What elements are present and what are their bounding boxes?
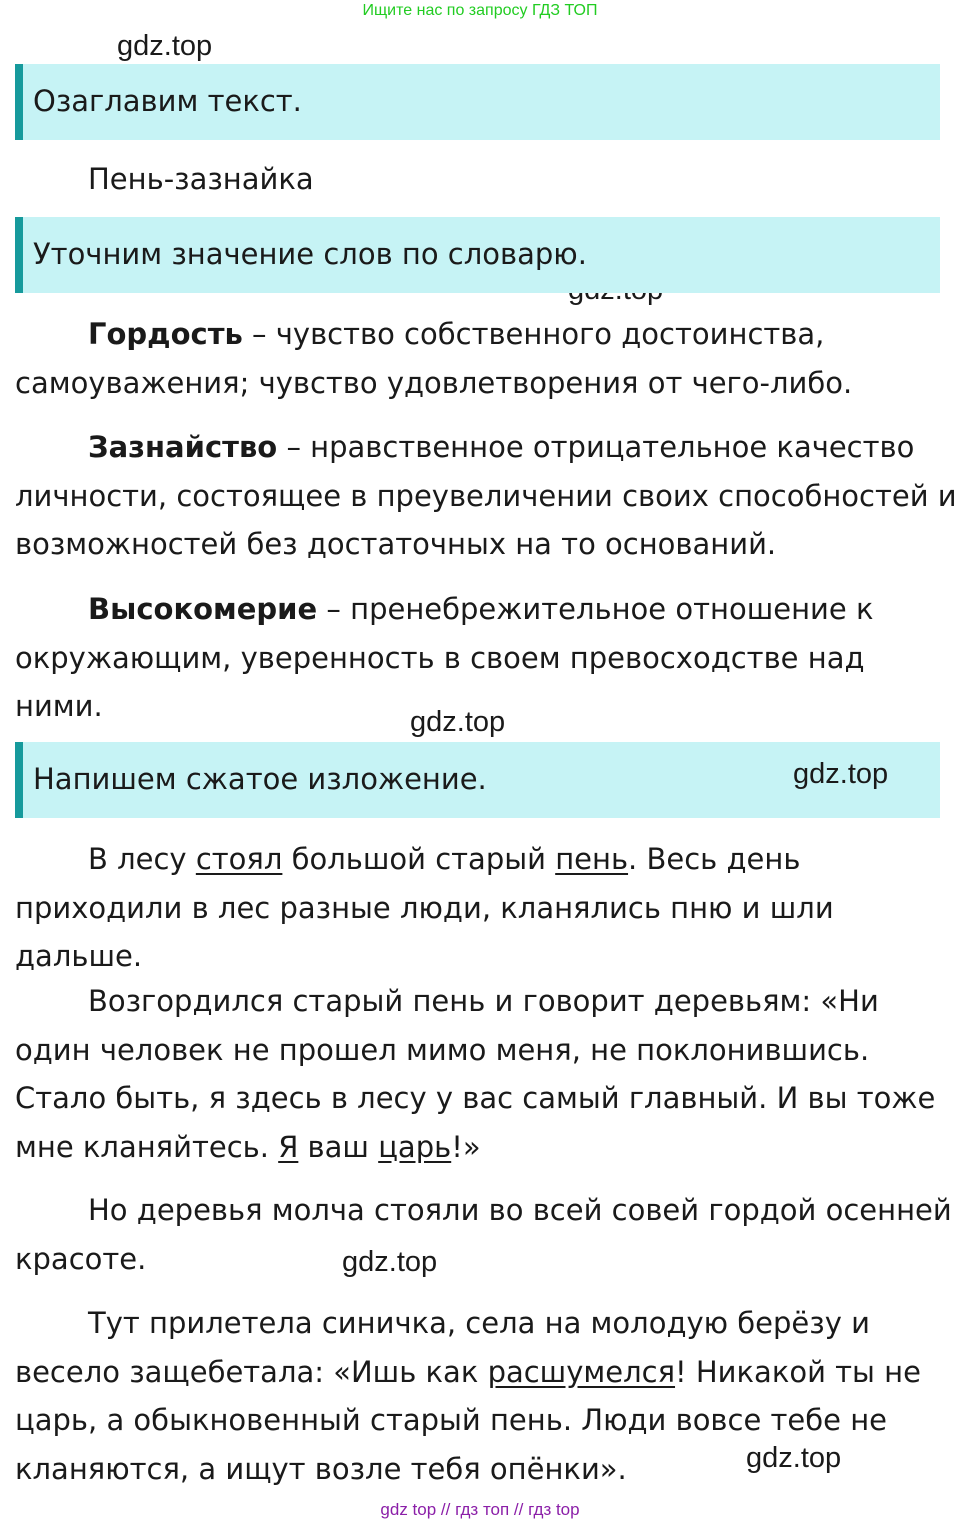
story-paragraph: Тут прилетела синичка, села на молодую берёзу и весело защебетала: «Ишь как расшумелся! Никакой ты не царь, а обыкновенный старый пень. Люди вовсе тебе не кланяются, а ищут возле тебя опёнки». bbox=[15, 1306, 921, 1486]
watermark: gdz.top bbox=[410, 706, 506, 738]
section-band-dictionary bbox=[15, 217, 940, 293]
story-paragraph: Но деревья молча стояли во всей совей гордой осенней красоте. bbox=[15, 1193, 952, 1276]
definition-text: окружающим, уверенность в своем превосходстве над bbox=[15, 640, 865, 675]
dictionary-term: Высокомерие bbox=[88, 592, 318, 626]
section-heading: Напишем сжатое изложение. bbox=[33, 762, 487, 796]
underlined-word: стоял bbox=[195, 842, 283, 876]
definition-text: – нравственное отрицательное качество bbox=[277, 430, 915, 464]
section-band-title bbox=[15, 64, 940, 140]
underlined-word: Я bbox=[278, 1129, 299, 1164]
definition-text: возможностей без достаточных на то оснований. bbox=[15, 527, 777, 561]
search-hint-link[interactable]: Ищите нас по запросу ГДЗ ТОП bbox=[362, 2, 598, 19]
story-paragraph: В лесу стоял большой старый пень. Весь день приходили в лес разные люди, кланялись пню и шли дальше. bbox=[15, 842, 834, 973]
underlined-word: пень bbox=[555, 842, 629, 876]
definition-text: личности, состоящее в преувеличении своих способностей и bbox=[15, 478, 957, 513]
watermark: gdz.top bbox=[342, 1246, 438, 1278]
watermark: gdz.top bbox=[746, 1442, 842, 1474]
underlined-word: царь bbox=[378, 1129, 452, 1164]
definition-text: ними. bbox=[15, 689, 103, 723]
dictionary-entry bbox=[15, 423, 960, 569]
underlined-word: расшумелся bbox=[487, 1354, 676, 1389]
dictionary-entry bbox=[15, 585, 960, 731]
dictionary-term: Зазнайство bbox=[88, 430, 278, 464]
dictionary-term: Гордость bbox=[88, 317, 243, 351]
watermark: gdz.top bbox=[117, 30, 213, 62]
dictionary-entry bbox=[15, 310, 960, 407]
watermark: gdz.top bbox=[793, 758, 889, 790]
section-heading: Уточним значение слов по словарю. bbox=[33, 237, 587, 271]
definition-text: – пренебрежительное отношение к bbox=[317, 592, 874, 626]
title-answer: Пень-зазнайка bbox=[88, 162, 314, 196]
definition-text: – чувство собственного достоинства, bbox=[242, 317, 825, 351]
footer-links[interactable]: gdz top // гдз топ // гдз top bbox=[380, 1500, 580, 1519]
story-paragraph: Возгордился старый пень и говорит деревьям: «Ни один человек не прошел мимо меня, не поклонившись. Стало быть, я здесь в лесу у вас самый главный. И вы тоже мне кланяйтесь. Я ваш царь!» bbox=[15, 984, 936, 1164]
section-heading: Озаглавим текст. bbox=[33, 84, 302, 118]
definition-text: самоуважения; чувство удовлетворения от чего-либо. bbox=[15, 365, 853, 400]
